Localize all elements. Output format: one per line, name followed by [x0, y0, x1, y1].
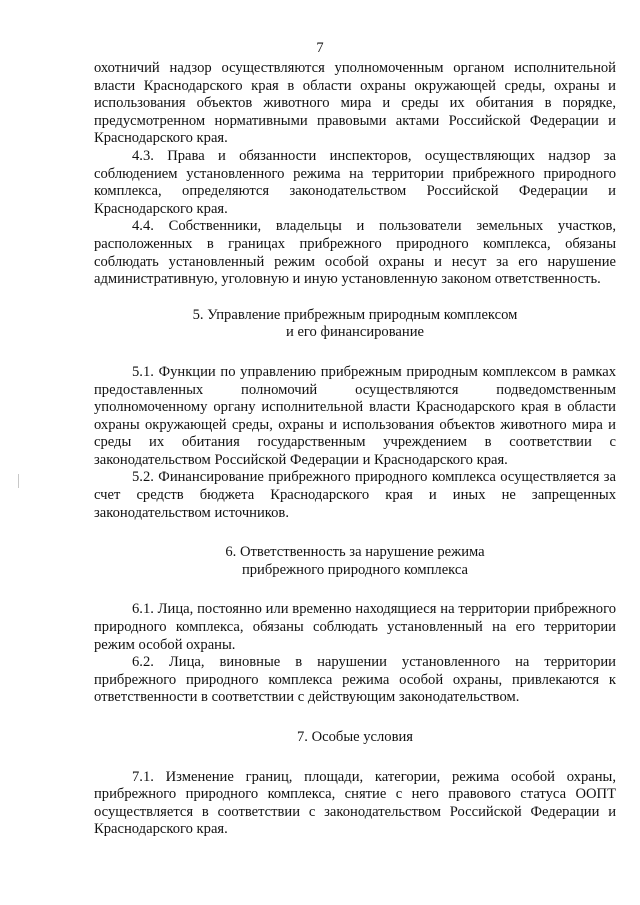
section-6-heading [94, 544, 616, 579]
spacer [94, 289, 616, 307]
section-5-heading [94, 307, 616, 342]
spacer [94, 522, 616, 544]
paragraph-6-1: 6.1. Лица, постоянно или временно находящиеся на территории прибрежного природного комплекса, обязаны соблюдать установленный на его территории режим особой охраны. [94, 601, 616, 653]
paragraph-5-2: 5.2. Финансирование прибрежного природного комплекса осуществляется за счет средств бюджета Краснодарского края и иных не запрещенных законодательством источников. [94, 469, 616, 521]
document-body [94, 60, 616, 839]
paragraph-intro: охотничий надзор осуществляются уполномоченным органом исполнительной власти Краснодарского края в области охраны окружающей среды, охраны и использования объектов животного мира и среды их обитания в порядке, предусмотренном нормативными правовыми актами Российской Федерации и Краснодарского края. [94, 60, 616, 147]
section-7-heading-line-1: 7. Особые условия [296, 729, 414, 745]
page-number: 7 [316, 40, 324, 56]
section-5-heading-line-1: 5. Управление прибрежным природным комплексом [192, 306, 518, 323]
paragraph-4-3: 4.3. Права и обязанности инспекторов, осуществляющих надзор за соблюдением установленного режима на территории прибрежного природного комплекса, определяются законодательством Российской Федерации и Краснодарского края. [94, 147, 616, 217]
spacer [94, 747, 616, 769]
section-5-heading-line-2: и его финансирование [285, 324, 425, 341]
paragraph-4-4: 4.4. Собственники, владельцы и пользователи земельных участков, расположенных в границах прибрежного природного комплекса, обязаны соблюдать установленный режим особой охраны и несут за его нарушение административную, уголовную и иную установленную законом ответственность. [94, 218, 616, 288]
margin-mark [18, 474, 19, 488]
spacer [94, 707, 616, 729]
section-6-heading-line-2: прибрежного природного комплекса [241, 561, 469, 578]
section-6-heading-line-1: 6. Ответственность за нарушение режима [225, 544, 485, 561]
spacer [94, 342, 616, 364]
paragraph-7-1: 7.1. Изменение границ, площади, категории, режима особой охраны, прибрежного природного комплекса, снятие с него правового статуса ООПТ осуществляется в соответствии с законодательством Российской Федерации и Краснодарского края. [94, 768, 616, 838]
spacer [94, 579, 616, 601]
paragraph-6-2: 6.2. Лица, виновные в нарушении установленного на территории прибрежного природного комплекса режима особой охраны, привлекаются к ответственности в соответствии с действующим законодательством. [94, 654, 616, 706]
paragraph-5-1: 5.1. Функции по управлению прибрежным природным комплексом в рамках предоставленных полномочий осуществляются подведомственным уполномоченному органу исполнительной власти Краснодарского края в области охраны окружающей среды, охраны и использования объектов животного мира и среды их обитания государственным учреждением в соответствии с законодательством Российской Федерации и Краснодарского края. [94, 363, 616, 468]
section-7-heading [94, 729, 616, 747]
